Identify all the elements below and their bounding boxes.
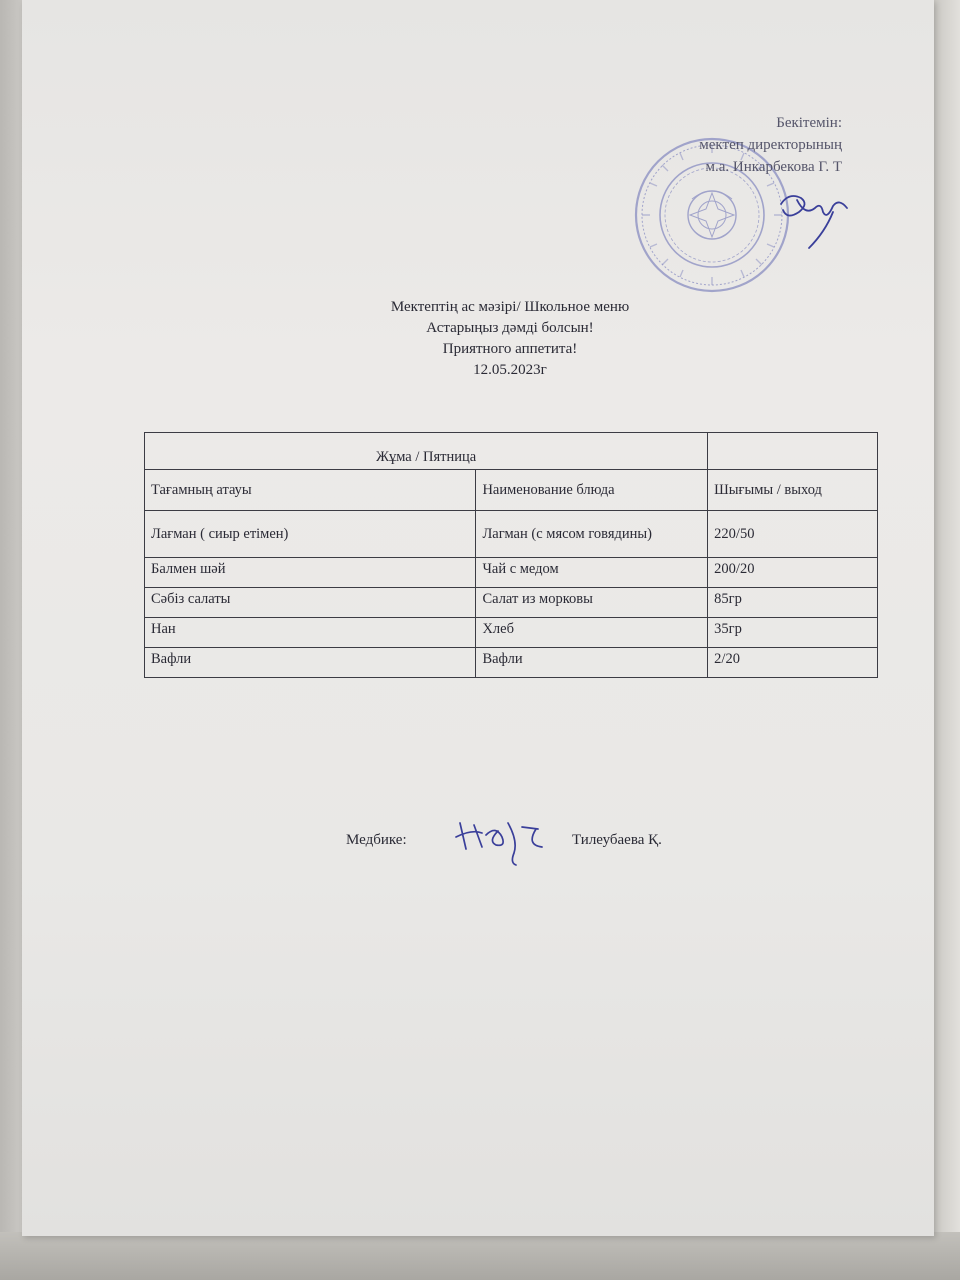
column-header-yield: Шығымы / выход [708,470,878,511]
dish-name-kz: Балмен шәй [145,558,476,588]
dish-name-ru: Хлеб [476,618,708,648]
wall-background [932,0,960,1280]
approval-title: Бекітемін: [776,115,842,131]
day-row [145,433,878,470]
dish-name-kz: Сәбіз салаты [145,588,476,618]
dish-name-kz: Нан [145,618,476,648]
floor-background [0,1232,960,1280]
approval-block [699,112,842,178]
greeting-kz: Астарыңыз дәмді болсын! [426,320,594,336]
table-row [145,588,878,618]
table-row [145,511,878,558]
day-label: Жұма / Пятница [145,433,708,470]
menu-heading [0,297,960,381]
dish-name-ru: Чай с медом [476,558,708,588]
table-row [145,618,878,648]
column-header-row [145,470,878,511]
dish-name-ru: Лагман (с мясом говядины) [476,511,708,558]
dish-yield: 2/20 [708,648,878,678]
table-row [145,558,878,588]
nurse-name: Тилеубаева Қ. [572,832,662,848]
dish-yield: 85гр [708,588,878,618]
dish-yield: 220/50 [708,511,878,558]
dish-yield: 35гр [708,618,878,648]
dish-name-kz: Лағман ( сиыр етімен) [145,511,476,558]
column-header-kz: Тағамның атауы [145,470,476,511]
director-signature [775,190,853,252]
day-empty-cell [708,433,878,470]
approval-name: м.а. Инкарбекова Г. Т [705,159,842,175]
menu-date: 12.05.2023г [473,362,547,378]
nurse-label: Медбике: [346,832,407,848]
nurse-signature [452,815,552,867]
dish-name-ru: Салат из морковы [476,588,708,618]
greeting-ru: Приятного аппетита! [442,341,578,357]
dish-name-kz: Вафли [145,648,476,678]
column-header-ru: Наименование блюда [476,470,708,511]
menu-table [144,432,878,678]
approval-position: мектеп директорының [699,137,842,153]
table-row [145,648,878,678]
menu-title: Мектептің ас мәзірі/ Школьное меню [390,299,630,315]
dish-name-ru: Вафли [476,648,708,678]
dish-yield: 200/20 [708,558,878,588]
